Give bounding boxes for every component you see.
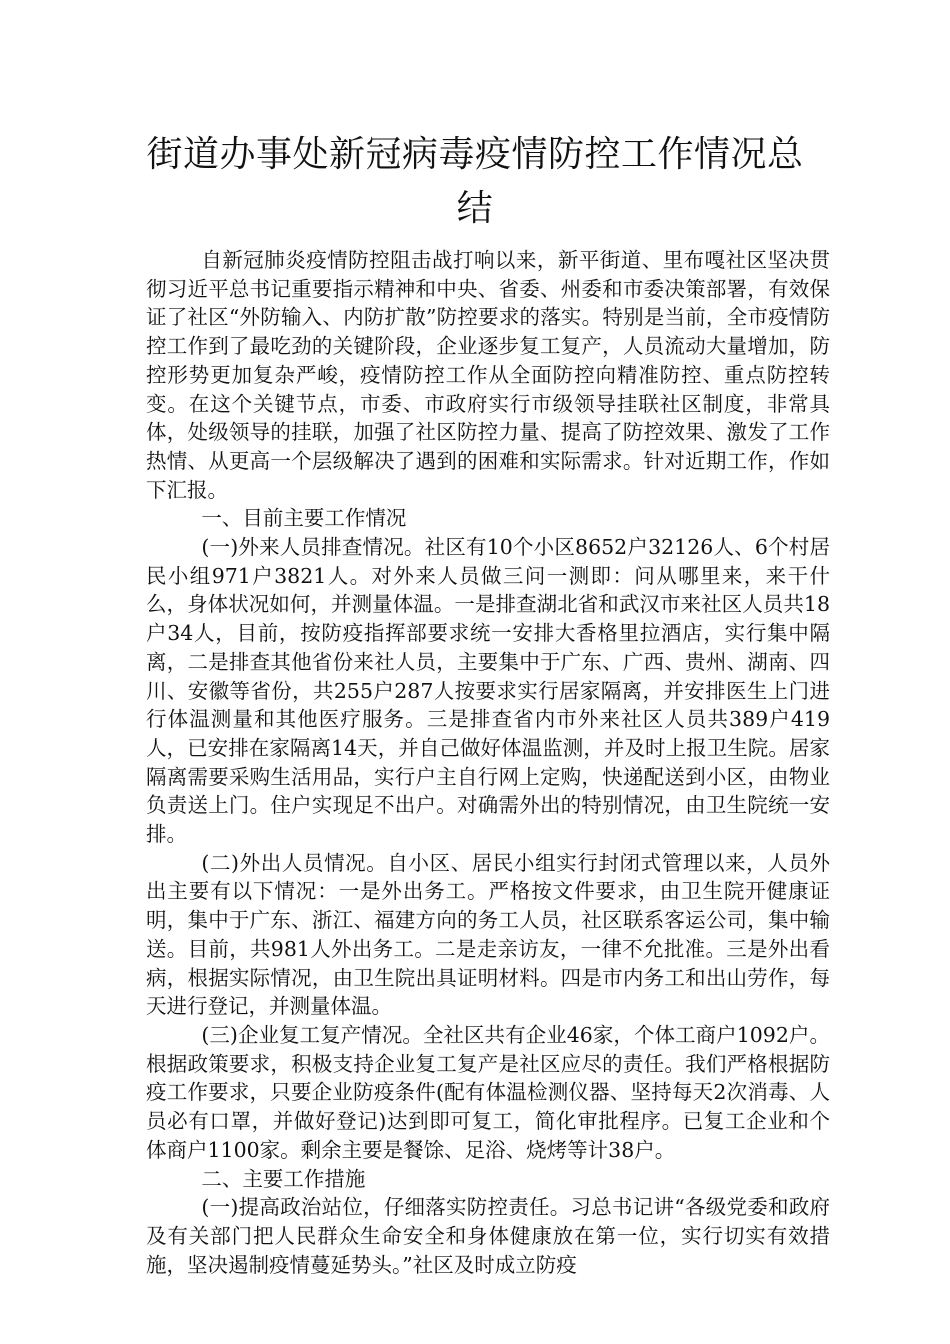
paragraph-outside-personnel: (一)外来人员排查情况。社区有10个小区8652户32126人、6个村居民小组971户3821人。对外来人员做三问一测即：问从哪里来，来干什么，身体状况如何，并测量体温。一是排查湖北省和武汉市来社区人员共18户34人，目前，按防疫指挥部要求统一安排大香格里拉酒店，实行集中隔离，二是排查其他省份来社人员，主要集中于广东、广西、贵州、湖南、四川、安徽等省份，共255户287人按要求实行居家隔离，并安排医生上门进行体温测量和其他医疗服务。三是排查省内市外来社区人员共389户419人，已安排在家隔离14天，并自己做好体温监测，并及时上报卫生院。居家隔离需要采购生活用品，实行户主自行网上定购，快递配送到小区，由物业负责送上门。住户实现足不出户。对确需外出的特别情况，由卫生院统一安排。 (146, 535, 830, 847)
paragraph-outgoing-personnel: (二)外出人员情况。自小区、居民小组实行封闭式管理以来，人员外出主要有以下情况：一是外出务工。严格按文件要求，由卫生院开健康证明，集中于广东、浙江、福建方向的务工人员，社区联系客运公司，集中输送。目前，共981人外出务工。二是走亲访友，一律不允批准。三是外出看病，根据实际情况，由卫生院出具证明材料。四是市内务工和出山劳作，每天进行登记，并测量体温。 (146, 850, 830, 1019)
section-heading-2: 二、主要工作措施 (201, 1166, 366, 1191)
paragraph-business-resumption: (三)企业复工复产情况。全社区共有企业46家，个体工商户1092户。根据政策要求，积极支持企业复工复产是社区应尽的责任。我们严格根据防疫工作要求，只要企业防疫条件(配有体温检测仪器、坚持每天2次消毒、人员必有口罩，并做好登记)达到即可复工，简化审批程序。已复工企业和个体商户1100家。剩余主要是餐馀、足浴、烧烤等计38户。 (146, 1022, 830, 1162)
document-body (146, 246, 830, 1279)
document-title: 街道办事处新冠病毒疫情防控工作情况总结 (146, 134, 804, 229)
intro-paragraph: 自新冠肺炎疫情防控阻击战打响以来，新平街道、里布嘎社区坚决贯彻习近平总书记重要指示精神和中央、省委、州委和市委决策部署，有效保证了社区“外防输入、内防扩散”防控要求的落实。特别是当前，全市疫情防控工作到了最吃劲的关键阶段，企业逐步复工复产，人员流动大量增加，防控形势更加复杂严峻，疫情防控工作从全面防控向精准防控、重点防控转变。在这个关键节点，市委、市政府实行市级领导挂联社区制度，非常具体，处级领导的挂联，加强了社区防控力量、提高了防控效果、激发了工作热情、从更高一个层级解决了遇到的困难和实际需求。针对近期工作，作如下汇报。 (146, 248, 830, 502)
section-heading-1: 一、目前主要工作情况 (201, 506, 407, 531)
paragraph-political-stance: (一)提高政治站位，仔细落实防控责任。习总书记讲“各级党委和政府及有关部门把人民群众生命安全和身体健康放在第一位，实行切实有效措施，坚决遏制疫情蔓延势头。”社区及时成立防疫 (146, 1195, 830, 1277)
